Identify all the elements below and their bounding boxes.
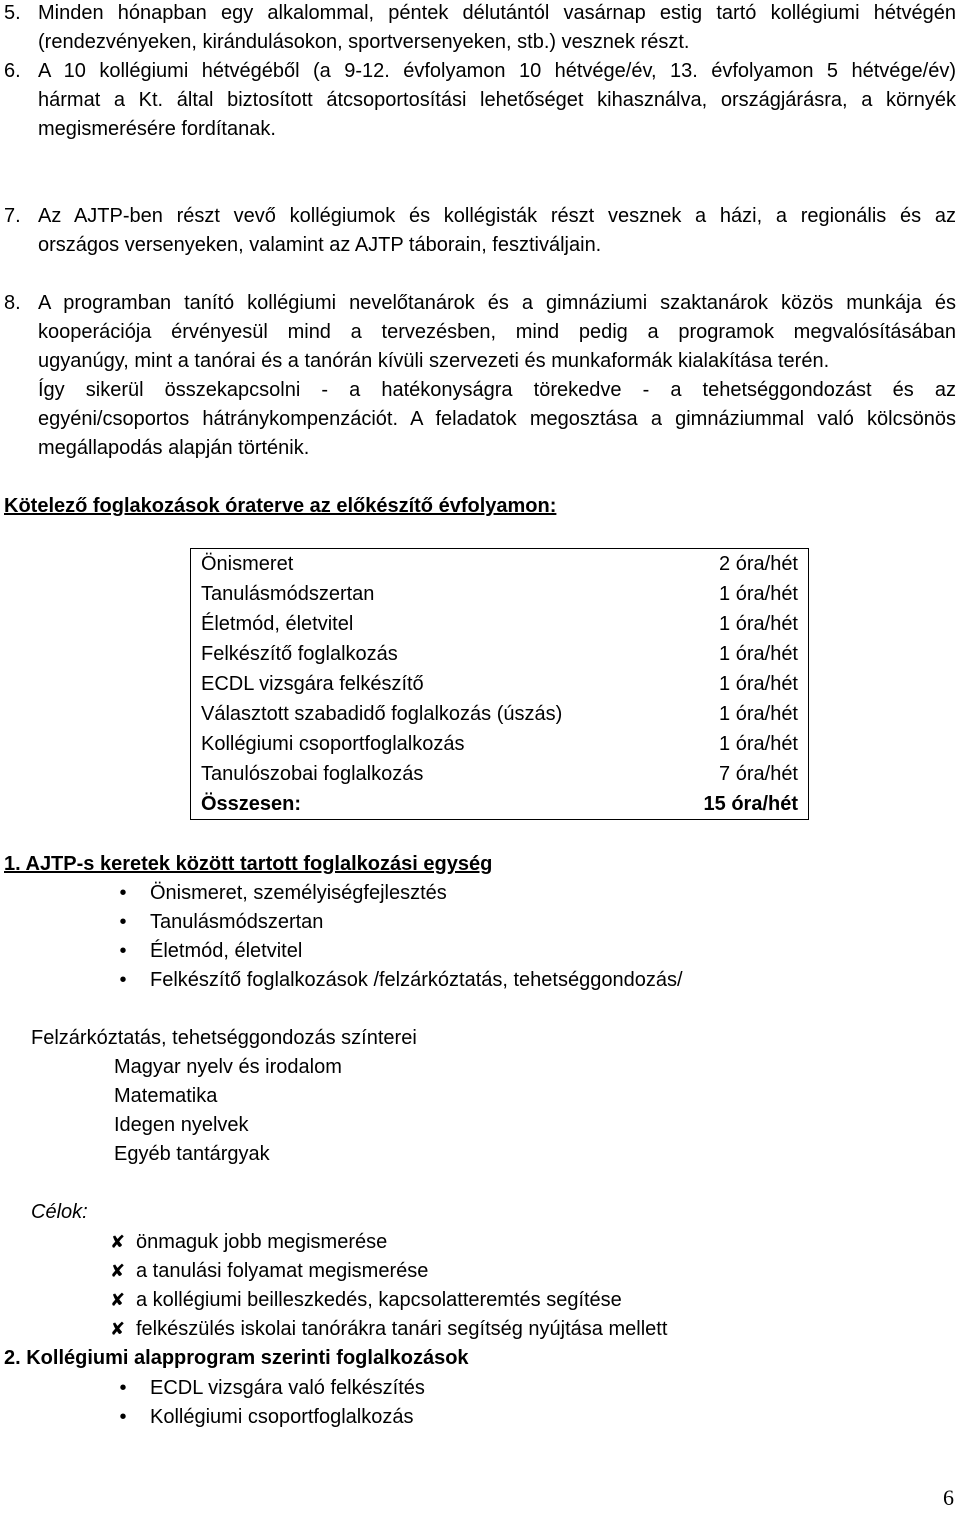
paragraph-line: ugyanúgy, mint a tanórai és a tanórán kívüli szervezeti és munkaformák kialakítása terén. xyxy=(38,350,830,372)
cross-icon: ✘ xyxy=(110,1261,126,1281)
bullet-icon: • xyxy=(119,969,127,991)
paragraph-line: országos versenyeken, valamint az AJTP táborain, fesztiváljain. xyxy=(38,234,602,256)
section1-heading: 1. AJTP-s keretek között tartott foglalkozási egység xyxy=(4,853,493,875)
list-item: Életmód, életvitel xyxy=(150,940,303,962)
hours-cell: 1 óra/hét xyxy=(719,643,798,665)
area-item: Magyar nyelv és irodalom xyxy=(114,1056,342,1078)
bullet-icon: • xyxy=(119,911,127,933)
table-row xyxy=(191,549,809,580)
table-row xyxy=(191,729,809,759)
hours-cell: 1 óra/hét xyxy=(719,583,798,605)
hours-cell: 1 óra/hét xyxy=(719,673,798,695)
subject-cell: Életmód, életvitel xyxy=(201,613,354,635)
item-number: 5. xyxy=(4,2,21,24)
goal-item: a tanulási folyamat megismerése xyxy=(136,1260,429,1282)
paragraph-line: Így sikerül összekapcsolni - a hatékonyságra törekedve - a tehetséggondozást és az xyxy=(38,379,956,401)
paragraph-line: kooperációja érvényesül mind a tervezésben, mind pedig a programok megvalósításában xyxy=(38,321,956,343)
table-row xyxy=(191,699,809,729)
list-item: ECDL vizsgára való felkészítés xyxy=(150,1377,425,1399)
goals-title: Célok: xyxy=(31,1201,88,1223)
subject-cell: Tanulószobai foglalkozás xyxy=(201,763,424,785)
paragraph-line: hármat a Kt. által biztosított átcsoportosítási lehetőséget kihasználva, országjárásra, a környék xyxy=(38,89,956,111)
area-item: Egyéb tantárgyak xyxy=(114,1143,270,1165)
paragraph-line: Minden hónapban egy alkalommal, péntek délutántól vasárnap estig tartó kollégiumi hétvégén xyxy=(38,2,956,24)
cross-icon: ✘ xyxy=(110,1290,126,1310)
item-number: 7. xyxy=(4,205,21,227)
cross-icon: ✘ xyxy=(110,1232,126,1252)
hours-cell: 1 óra/hét xyxy=(719,733,798,755)
total-label-cell: Összesen: xyxy=(201,793,302,815)
goal-item: felkészülés iskolai tanórákra tanári segítség nyújtása mellett xyxy=(136,1318,668,1340)
cross-icon: ✘ xyxy=(110,1319,126,1339)
bullet-icon: • xyxy=(119,1377,127,1399)
table-row xyxy=(191,669,809,699)
area-item: Idegen nyelvek xyxy=(114,1114,249,1136)
subject-cell: Önismeret xyxy=(201,553,294,575)
schedule-heading: Kötelező foglakozások óraterve az előkészítő évfolyamon: xyxy=(4,495,557,517)
table-row xyxy=(191,639,809,669)
bullet-icon: • xyxy=(119,940,127,962)
table-row xyxy=(191,579,809,609)
list-item: Tanulásmódszertan xyxy=(150,911,324,933)
goal-item: önmaguk jobb megismerése xyxy=(136,1231,388,1253)
table-row xyxy=(191,759,809,789)
list-item: Kollégiumi csoportfoglalkozás xyxy=(150,1406,414,1428)
bullet-icon: • xyxy=(119,882,127,904)
subject-cell: Választott szabadidő foglalkozás (úszás) xyxy=(201,703,563,725)
total-hours-cell: 15 óra/hét xyxy=(703,793,798,815)
list-item: Felkészítő foglalkozások /felzárkóztatás, tehetséggondozás/ xyxy=(150,969,683,991)
item-number: 6. xyxy=(4,60,21,82)
paragraph-line: megismerésére fordítanak. xyxy=(38,118,276,140)
hours-cell: 1 óra/hét xyxy=(719,703,798,725)
hours-cell: 7 óra/hét xyxy=(719,763,798,785)
hours-cell: 1 óra/hét xyxy=(719,613,798,635)
table-row xyxy=(191,609,809,639)
schedule-table xyxy=(190,548,809,820)
paragraph-line: A programban tanító kollégiumi nevelőtanárok és a gimnáziumi szaktanárok közös munkája és xyxy=(38,292,956,314)
subject-cell: Tanulásmódszertan xyxy=(201,583,375,605)
section2-heading: 2. Kollégiumi alapprogram szerinti foglalkozások xyxy=(4,1347,469,1369)
subject-cell: Felkészítő foglalkozás xyxy=(201,643,398,665)
paragraph-line: (rendezvényeken, kirándulásokon, sportversenyeken, stb.) vesznek részt. xyxy=(38,31,690,53)
subject-cell: Kollégiumi csoportfoglalkozás xyxy=(201,733,465,755)
goal-item: a kollégiumi beilleszkedés, kapcsolatteremtés segítése xyxy=(136,1289,622,1311)
page-number: 6 xyxy=(943,1485,954,1510)
area-item: Matematika xyxy=(114,1085,218,1107)
bullet-icon: • xyxy=(119,1406,127,1428)
paragraph-line: Az AJTP-ben részt vevő kollégiumok és kollégisták részt vesznek a házi, a regionális és az xyxy=(38,205,956,227)
item-number: 8. xyxy=(4,292,21,314)
areas-title: Felzárkóztatás, tehetséggondozás színterei xyxy=(31,1027,417,1049)
paragraph-line: egyéni/csoportos hátránykompenzációt. A feladatok megosztása a gimnáziummal való kölcsönös xyxy=(38,408,956,430)
list-item: Önismeret, személyiségfejlesztés xyxy=(150,882,447,904)
table-total-row xyxy=(191,789,809,820)
paragraph-line: megállapodás alapján történik. xyxy=(38,437,310,459)
paragraph-line: A 10 kollégiumi hétvégéből (a 9-12. évfolyamon 10 hétvége/év, 13. évfolyamon 5 hétvége/év) xyxy=(38,60,956,82)
subject-cell: ECDL vizsgára felkészítő xyxy=(201,673,424,695)
hours-cell: 2 óra/hét xyxy=(719,553,798,575)
